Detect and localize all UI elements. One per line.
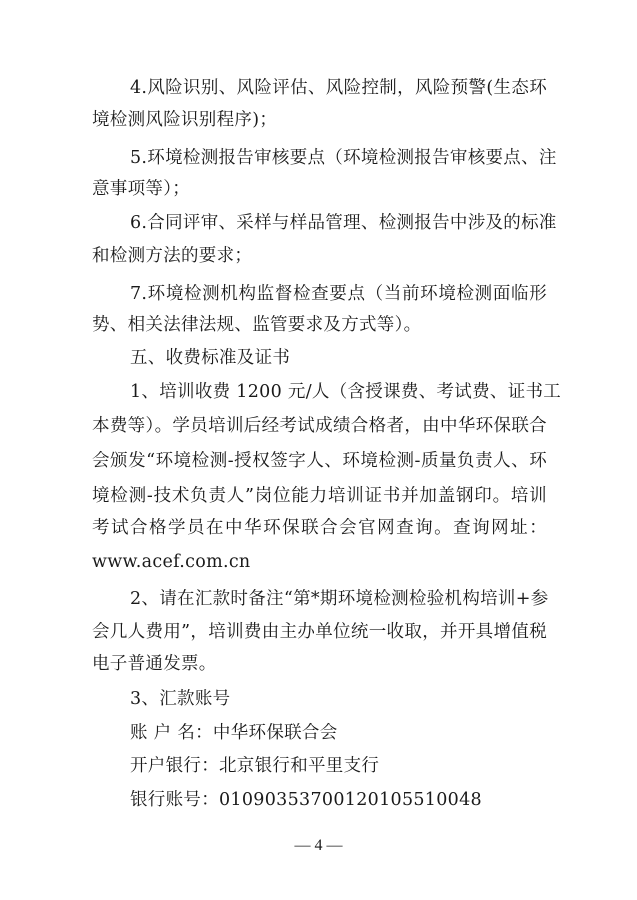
paragraph-line: 6.合同评审、采样与样品管理、检测报告中涉及的标准 (130, 213, 557, 233)
paragraph-line: 电子普通发票。 (92, 654, 217, 674)
website-url: www.acef.com.cn (92, 552, 251, 572)
bank-name: 开户银行：北京银行和平里支行 (130, 756, 380, 776)
paragraph-line: 会颁发“环境检测-授权签字人、环境检测-质量负责人、环 (92, 451, 547, 471)
paragraph-line: 意事项等）； (92, 179, 191, 199)
page-number: — 4 — (294, 837, 343, 854)
paragraph-line: 会几人费用”，培训费由主办单位统一收取，并开具增值税 (92, 622, 547, 642)
paragraph-line: 境检测-技术负责人”岗位能力培训证书并加盖钢印。培训 (92, 486, 547, 506)
paragraph-line: 1、培训收费 1200 元/人（含授课费、考试费、证书工 (130, 382, 562, 402)
paragraph-line: 7.环境检测机构监督检查要点（当前环境检测面临形 (130, 284, 547, 304)
paragraph-line: 势、相关法律法规、监管要求及方式等）。 (92, 315, 422, 335)
section-heading: 五、收费标准及证书 (130, 348, 291, 368)
paragraph-line: 本费等）。学员培训后经考试成绩合格者，由中华环保联合 (92, 416, 547, 436)
paragraph-line: 境检测风险识别程序)； (92, 110, 278, 130)
paragraph-line: 5.环境检测报告审核要点（环境检测报告审核要点、注 (130, 148, 557, 168)
paragraph-line: 2、请在汇款时备注“第*期环境检测检验机构培训+参 (130, 589, 549, 609)
paragraph-line: 和检测方法的要求； (92, 246, 253, 266)
account-number: 银行账号：01090353700120105510048 (130, 790, 482, 810)
account-name: 账 户 名：中华环保联合会 (130, 723, 338, 743)
paragraph-line: 考试合格学员在中华环保联合会官网查询。查询网址： (92, 518, 547, 538)
paragraph-line: 4.风险识别、风险评估、风险控制，风险预警(生态环 (130, 78, 547, 98)
section-heading: 3、汇款账号 (130, 689, 231, 709)
